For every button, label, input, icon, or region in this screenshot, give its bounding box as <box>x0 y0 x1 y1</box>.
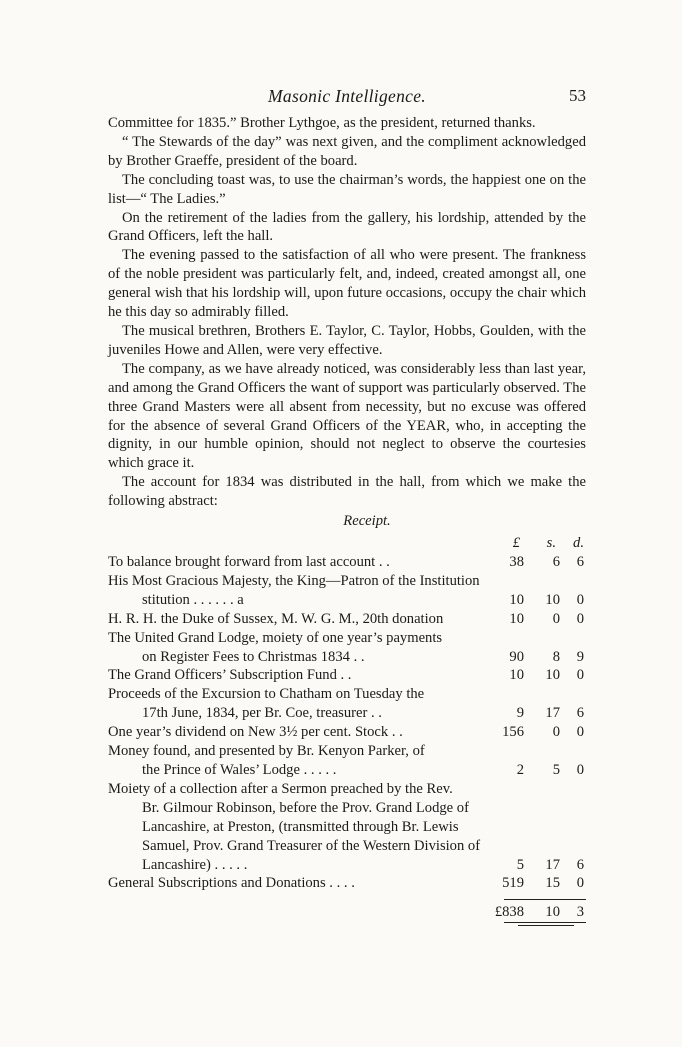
total-pounds: £838 <box>494 904 524 921</box>
amount-pence: 9 <box>576 648 584 665</box>
amount-pounds: 2 <box>516 762 524 778</box>
receipt-row <box>108 629 586 667</box>
entry-description: Money found, and presented by Br. Kenyon Parker, of <box>108 743 425 760</box>
entry-continuation: the Prince of Wales’ Lodge . . . . . <box>142 762 337 778</box>
entry-description: One year’s dividend on New 3½ per cent. Stock . . <box>108 724 403 741</box>
amount-pounds: 10 <box>509 591 524 608</box>
total-shillings: 10 <box>545 904 560 921</box>
amount-shillings: 15 <box>545 875 560 892</box>
paragraph: The evening passed to the satisfaction of all who were present. The frankness of the noble president was particularly felt, and, indeed, created amongst all, one general wish that his lordship will, upon future occasions, occupy the chair which he this day so admirably filled. <box>108 247 586 321</box>
amount-shillings: 6 <box>552 554 560 571</box>
entry-continuation: on Register Fees to Christmas 1834 . . <box>142 648 365 665</box>
entry-description: To balance brought forward from last account . . <box>108 554 390 571</box>
entry-description: The Grand Officers’ Subscription Fund . . <box>108 667 352 684</box>
total-rule-double <box>518 925 574 926</box>
document-page <box>108 86 586 926</box>
entry-description: His Most Gracious Majesty, the King—Patron of the Institution <box>108 572 480 589</box>
receipt-row <box>108 572 586 610</box>
entry-description: Proceeds of the Excursion to Chatham on Tuesday the <box>108 686 425 703</box>
column-headers <box>108 534 586 553</box>
amount-pounds: 5 <box>516 856 524 873</box>
entry-continuation: Br. Gilmour Robinson, before the Prov. Grand Lodge of Lancashire, at Preston, (transmitted through Br. Lewis Samuel, Prov. Grand Treasurer of the Western Division of Lancashire) . . . . . <box>142 799 481 873</box>
receipt-heading: Receipt. <box>343 513 391 530</box>
amount-shillings: 17 <box>545 705 560 722</box>
receipt-row <box>108 874 586 893</box>
entry-description: H. R. H. the Duke of Sussex, M. W. G. M., 20th donation <box>108 610 444 627</box>
receipt-row <box>108 666 586 685</box>
paragraph: The concluding toast was, to use the chairman’s words, the happiest one on the list—“ The Ladies.” <box>108 171 586 207</box>
amount-shillings: 0 <box>552 610 560 627</box>
amount-shillings: 10 <box>545 667 560 684</box>
entry-continuation: stitution . . . . . . a <box>142 591 244 608</box>
receipt-row <box>108 553 586 572</box>
receipt-row <box>108 723 586 742</box>
amount-pounds: 90 <box>509 648 524 665</box>
amount-pounds: 10 <box>509 610 524 627</box>
total-row <box>108 900 586 922</box>
amount-shillings: 0 <box>552 724 560 741</box>
amount-pounds: 519 <box>502 875 524 892</box>
entry-description: General Subscriptions and Donations . . . . <box>108 875 355 892</box>
amount-shillings: 10 <box>545 591 560 608</box>
amount-pence: 0 <box>576 762 584 778</box>
entry-description: The United Grand Lodge, moiety of one year’s payments <box>108 629 443 646</box>
amount-shillings: 8 <box>552 648 560 665</box>
receipt-row <box>108 685 586 723</box>
amount-pence: 0 <box>576 610 584 627</box>
receipt-row <box>108 610 586 629</box>
total-pence: 3 <box>576 904 584 921</box>
amount-pounds: 38 <box>509 554 524 571</box>
paragraph: On the retirement of the ladies from the gallery, his lordship, attended by the Grand Officers, left the hall. <box>108 209 586 245</box>
page-header <box>108 86 586 114</box>
body-text <box>108 114 586 511</box>
amount-pounds: 10 <box>509 667 524 684</box>
amount-pence: 0 <box>576 724 584 741</box>
amount-pence: 0 <box>576 667 584 684</box>
paragraph: The company, as we have already noticed, was considerably less than last year, and among the Grand Officers the want of support was particularly observed. The three Grand Masters were all absent from necessity, but no excuse was offered for the absence of several Grand Officers of the YEAR, who, in accepting the dignity, in our humble opinion, should not neglect to observe the courtesies which grace it. <box>108 360 586 472</box>
amount-pence: 0 <box>576 591 584 608</box>
pence-header: d. <box>573 535 584 552</box>
amount-pence: 6 <box>576 856 584 873</box>
amount-shillings: 17 <box>545 856 560 873</box>
receipt-row <box>108 780 586 875</box>
amount-pence: 6 <box>576 554 584 571</box>
receipt-entries <box>108 553 586 893</box>
paragraph: The account for 1834 was distributed in the hall, from which we make the following abstract: <box>108 474 586 510</box>
pounds-header: £ <box>512 535 520 552</box>
amount-pence: 6 <box>576 705 584 722</box>
running-head: Masonic Intelligence. <box>268 86 426 106</box>
shillings-header: s. <box>546 535 556 552</box>
receipt-table <box>108 534 586 926</box>
entry-description: Moiety of a collection after a Sermon preached by the Rev. <box>108 780 453 797</box>
total-rule <box>504 922 586 923</box>
amount-shillings: 5 <box>552 762 560 778</box>
page-number: 53 <box>569 86 586 105</box>
paragraph: “ The Stewards of the day” was next given, and the compliment acknowledged by Brother Graeffe, president of the board. <box>108 133 586 169</box>
paragraph: Committee for 1835.” Brother Lythgoe, as the president, returned thanks. <box>108 115 536 131</box>
paragraph: The musical brethren, Brothers E. Taylor, C. Taylor, Hobbs, Goulden, with the juveniles Howe and Allen, were very effective. <box>108 322 586 358</box>
amount-pounds: 156 <box>502 724 524 741</box>
entry-continuation: 17th June, 1834, per Br. Coe, treasurer . . <box>142 705 382 722</box>
amount-pounds: 9 <box>516 705 524 722</box>
receipt-row <box>108 742 586 780</box>
amount-pence: 0 <box>576 875 584 892</box>
